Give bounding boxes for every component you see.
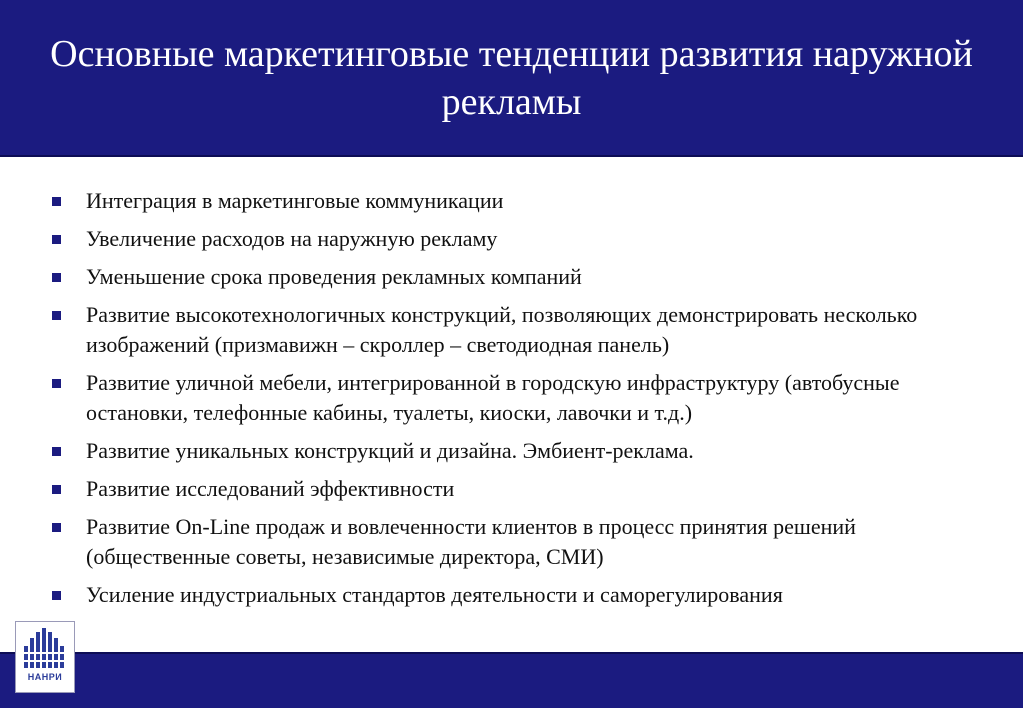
header-banner [0, 0, 1023, 157]
bullet-text: Увеличение расходов на наружную рекламу [86, 226, 498, 251]
square-bullet-icon [52, 197, 61, 206]
bullet-item [50, 368, 980, 428]
bullet-text: Развитие высокотехнологичных конструкций, позволяющих демонстрировать несколько изображений (призмавижн – скроллер – светодиодная панель) [86, 302, 918, 357]
square-bullet-icon [52, 273, 61, 282]
logo-text: НАНРИ [27, 672, 63, 682]
square-bullet-icon [52, 591, 61, 600]
bullet-item [50, 436, 980, 466]
square-bullet-icon [52, 311, 61, 320]
bullet-text: Интеграция в маркетинговые коммуникации [86, 188, 504, 213]
bullet-item [50, 262, 980, 292]
bullet-text: Развитие уникальных конструкций и дизайна. Эмбиент-реклама. [86, 438, 694, 463]
bullet-text: Развитие исследований эффективности [86, 476, 455, 501]
bullet-item [50, 580, 980, 610]
footer-banner [0, 652, 1023, 708]
square-bullet-icon [52, 447, 61, 456]
square-bullet-icon [52, 523, 61, 532]
square-bullet-icon [52, 235, 61, 244]
bullet-item [50, 186, 980, 216]
bullet-item [50, 300, 980, 360]
bullet-text: Усиление индустриальных стандартов деятельности и саморегулирования [86, 582, 783, 607]
bullet-item [50, 474, 980, 504]
bullet-text: Развитие уличной мебели, интегрированной в городскую инфраструктуру (автобусные остановки, телефонные кабины, туалеты, киоски, лавочки и т.д.) [86, 370, 900, 425]
bullet-item [50, 512, 980, 572]
square-bullet-icon [52, 485, 61, 494]
bar-chart-logo-icon [16, 622, 74, 672]
slide-title: Основные маркетинговые тенденции развития наружной рекламы [50, 33, 973, 123]
square-bullet-icon [52, 379, 61, 388]
bullet-item [50, 224, 980, 254]
bullet-text: Уменьшение срока проведения рекламных компаний [86, 264, 582, 289]
bullet-list [50, 186, 980, 618]
bullet-text: Развитие On-Line продаж и вовлеченности клиентов в процесс принятия решений (общественные советы, независимые директора, СМИ) [86, 514, 856, 569]
logo [15, 621, 75, 693]
